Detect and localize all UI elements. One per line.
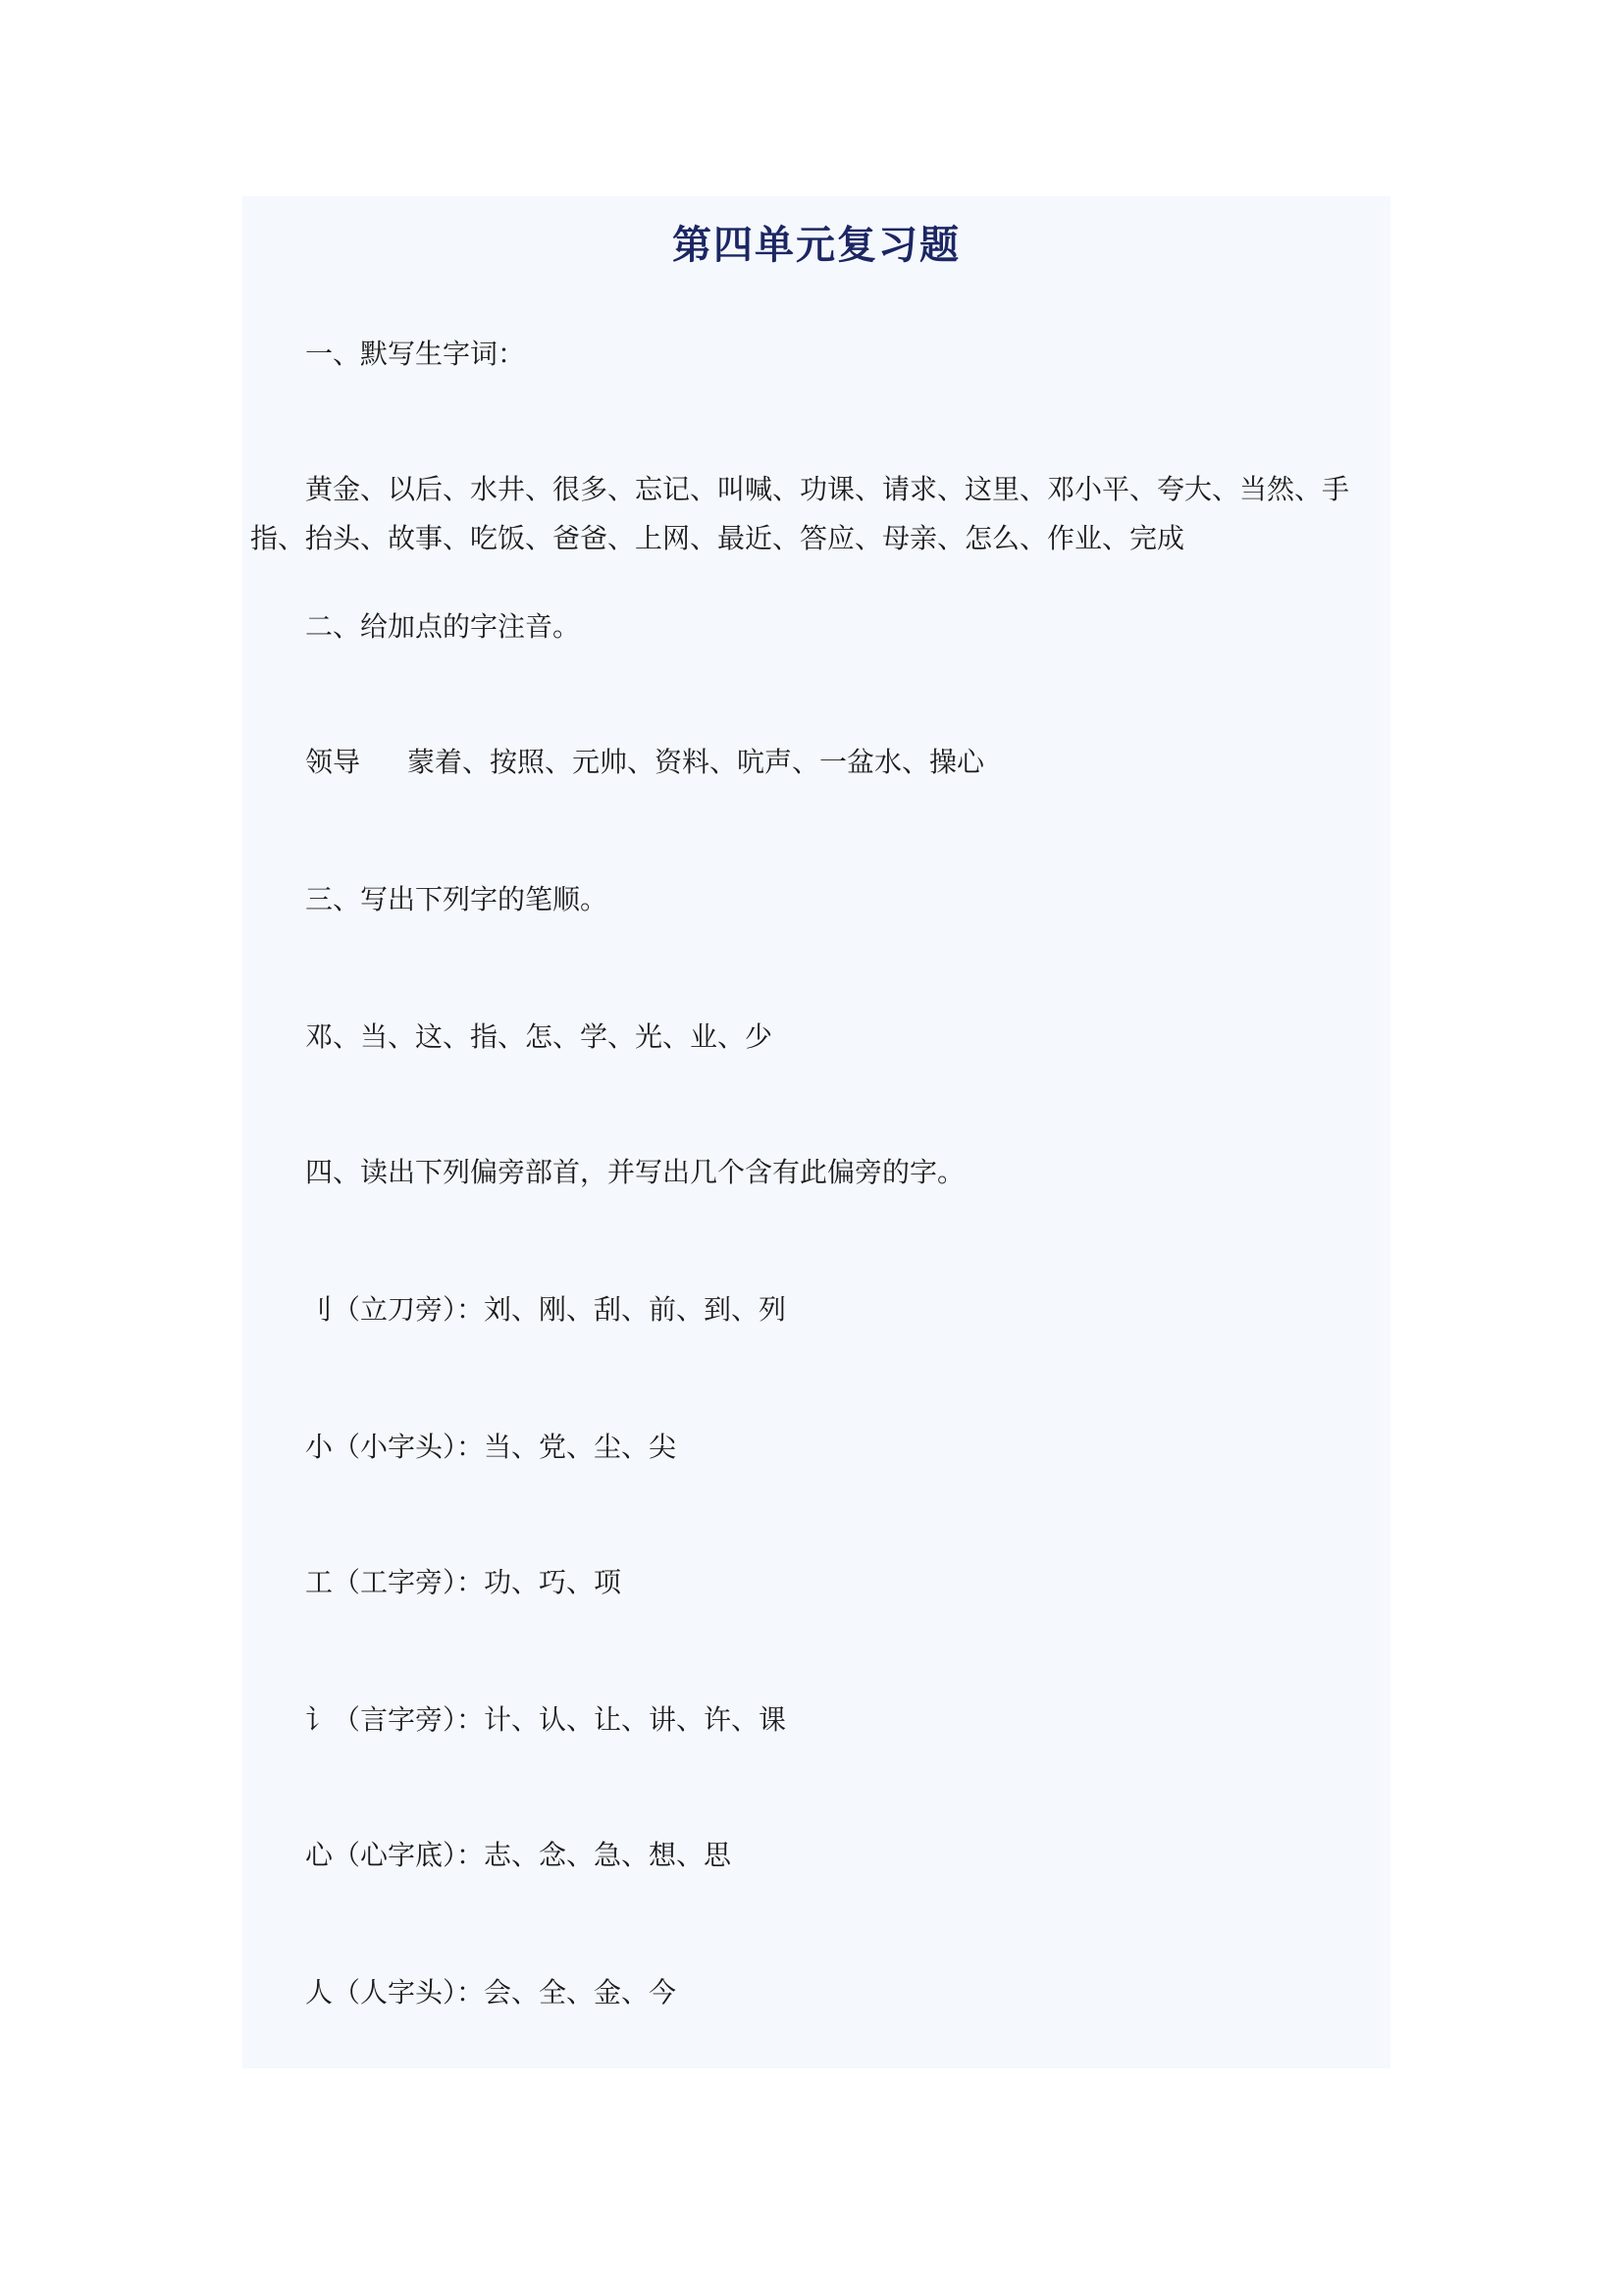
section-2-words: 蒙着、按照、元帅、资料、吭声、一盆水、操心	[407, 746, 985, 778]
section-2-content	[250, 738, 1385, 787]
page-title: 第四单元复习题	[672, 222, 961, 268]
section-3-heading: 三、写出下列字的笔顺。	[305, 883, 608, 915]
section-1-heading: 一、默写生字词：	[305, 338, 526, 370]
radical-item: 人（人字头）：会、全、金、今	[305, 1976, 677, 2009]
radical-item: 工（工字旁）：功、巧、项	[305, 1566, 622, 1598]
radical-item: 心（心字底）：志、念、急、想、思	[305, 1839, 732, 1871]
radical-item: 刂（立刀旁）：刘、刚、刮、前、到、列	[305, 1293, 787, 1326]
section-1-content: 黄金、以后、水井、很多、忘记、叫喊、功课、请求、这里、邓小平、夸大、当然、手指、抬头、故事、吃饭、爸爸、上网、最近、答应、母亲、怎么、作业、完成	[250, 473, 1350, 554]
section-2-heading: 二、给加点的字注音。	[305, 610, 581, 643]
section-3-content: 邓、当、这、指、怎、学、光、业、少	[305, 1020, 773, 1053]
radical-item: 讠（言字旁）：计、认、让、讲、许、课	[305, 1703, 787, 1736]
section-4-heading: 四、读出下列偏旁部首，并写出几个含有此偏旁的字。	[305, 1156, 966, 1188]
document-panel	[242, 196, 1390, 2068]
radical-item: 小（小字头）：当、党、尘、尖	[305, 1431, 677, 1463]
section-2-first-word: 领导	[305, 746, 361, 778]
